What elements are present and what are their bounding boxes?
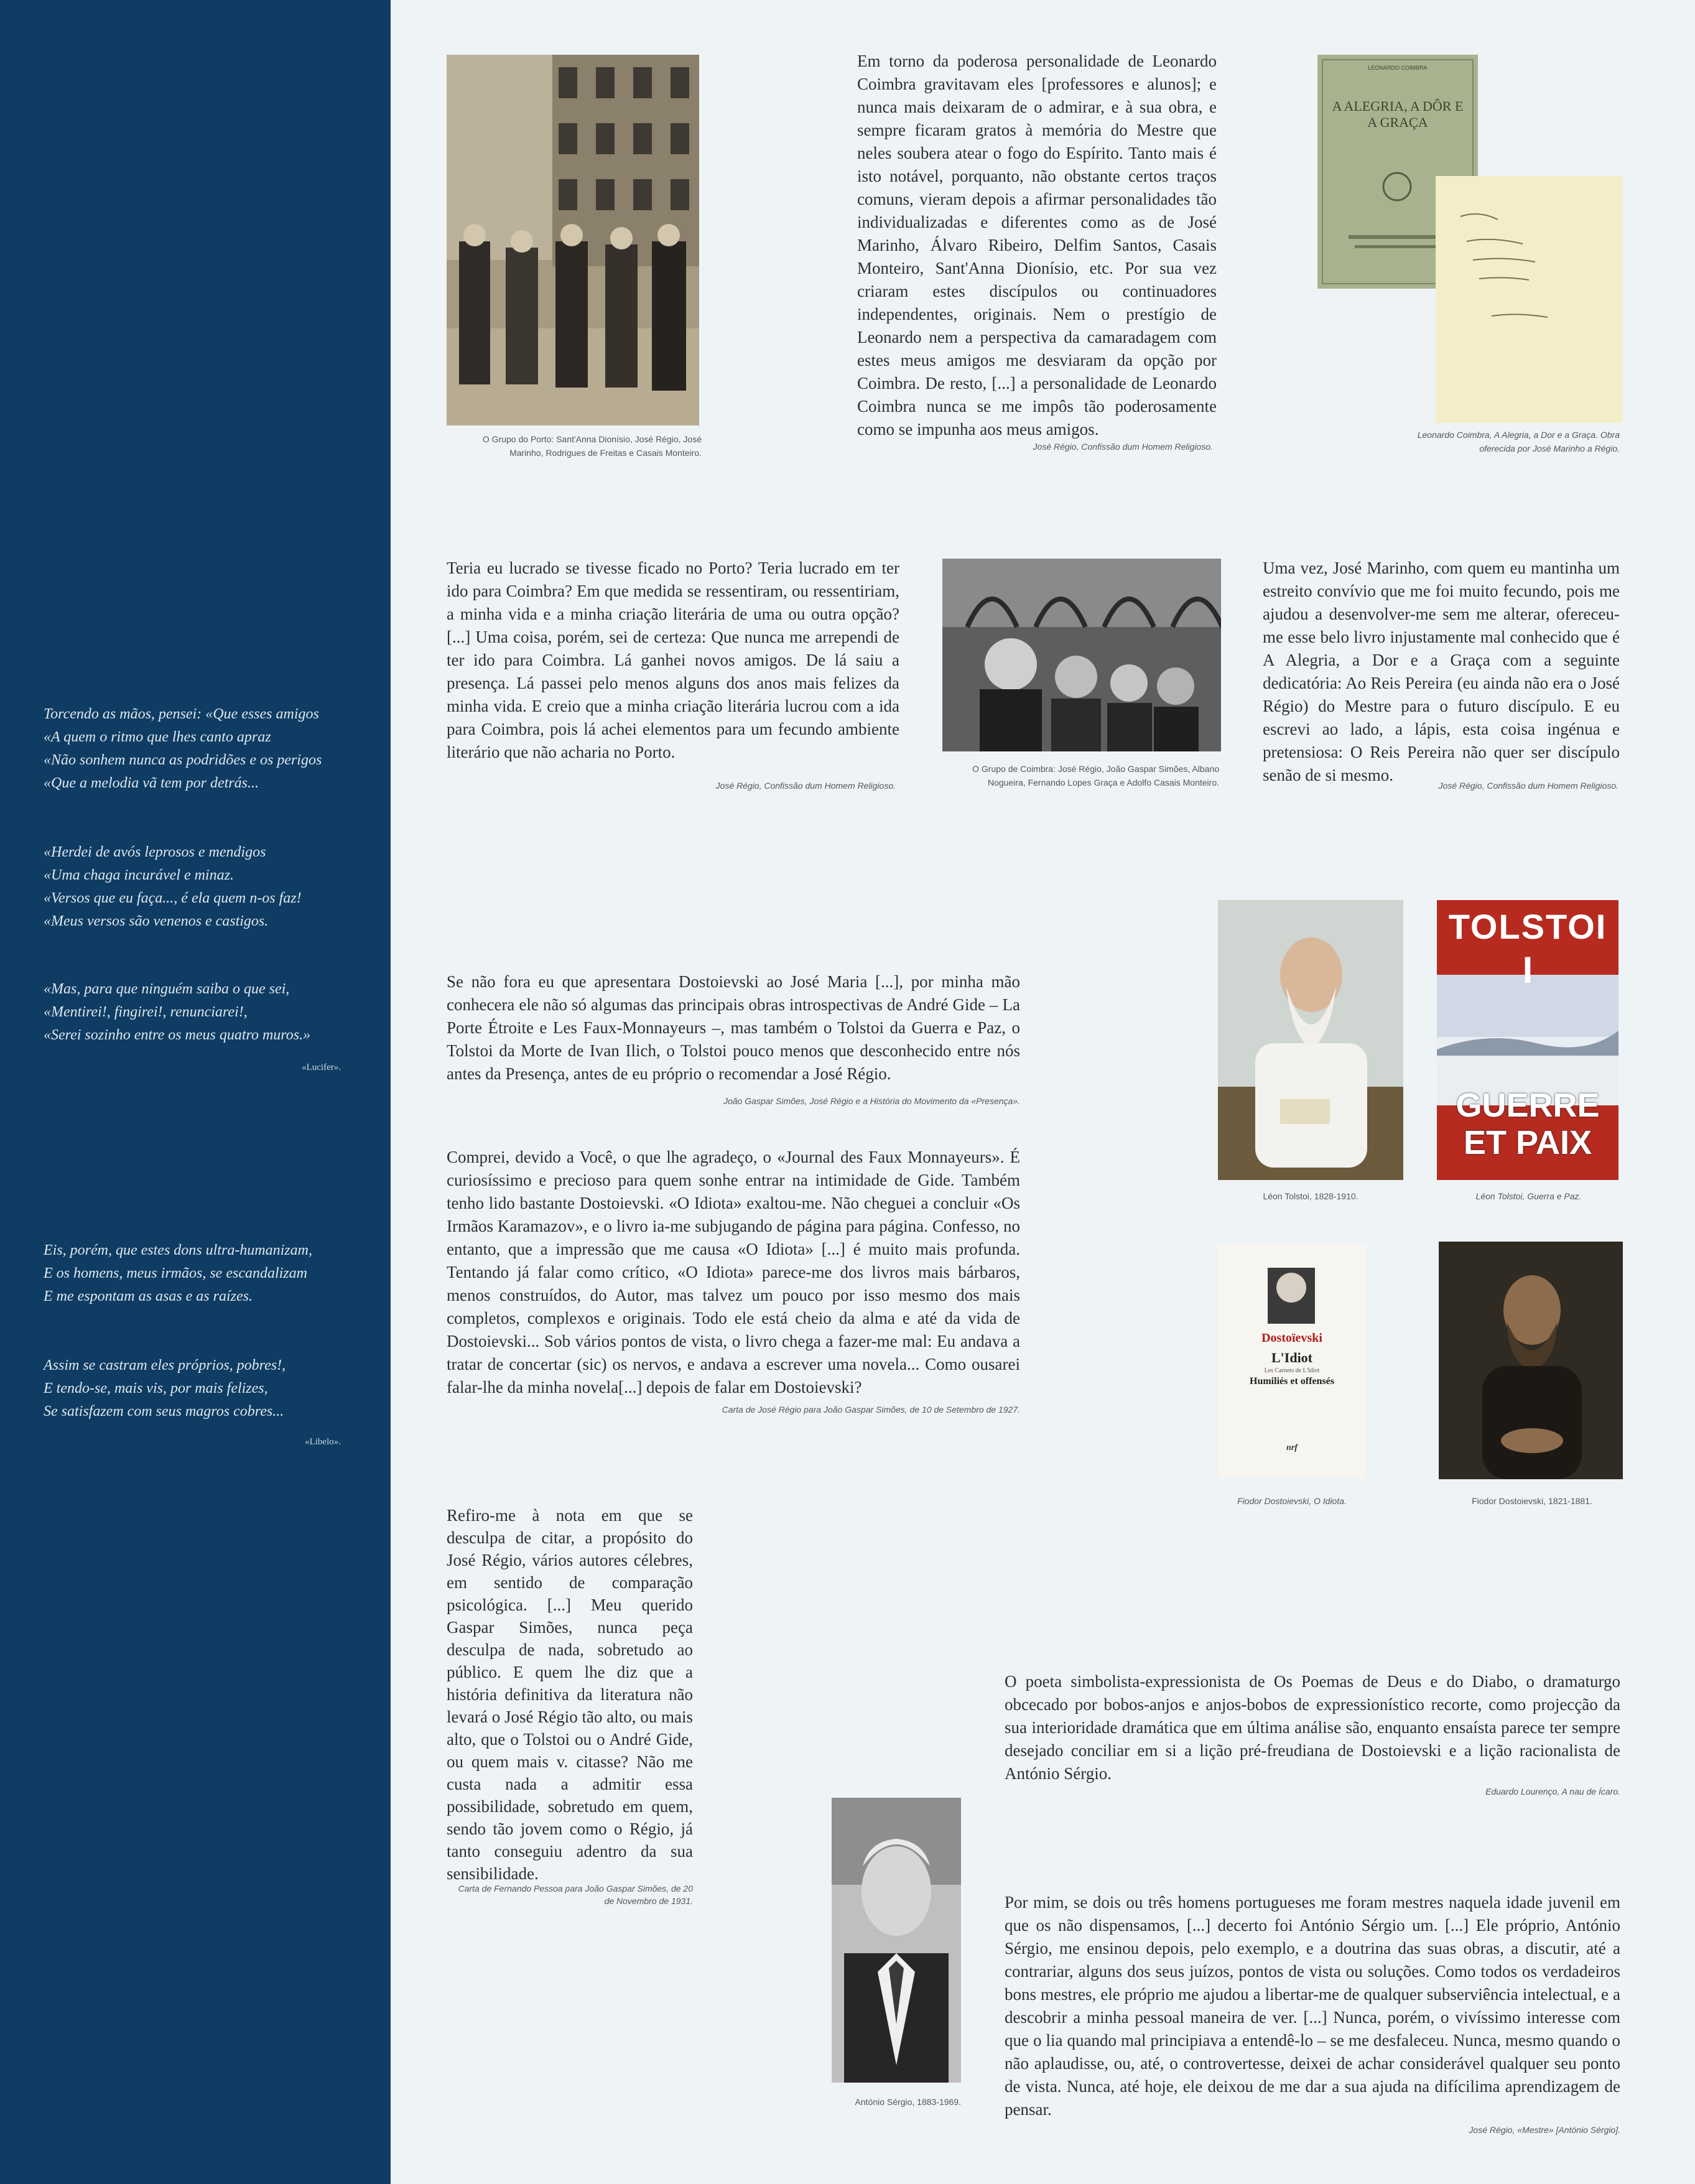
- porto-group-photo: [447, 55, 699, 425]
- idiot-caption: Fiodor Dostoievski, O Idiota.: [1237, 1496, 1347, 1506]
- porto-or-coimbra-quote: Teria eu lucrado se tivesse ficado no Porto? Teria lucrado em ter ido para Coimbra? Em que medida se ressentiram, ou ressentiriam, a minha vida e a minha criação literária de uma ou outra opção? [...] Uma coisa, porém, sei de certeza: Que nunca me arrependi de ter ido para Coimbra. Lá ganhei novos amigos. De lá saiu a presença. Lá passei pelo menos alguns dos anos mais felizes da minha vida. E creio que a minha criação literária lucrou com a ida para Coimbra, pois lá achei elementos para um fecundo ambiente literário que não acharia no Porto.: [447, 559, 899, 761]
- sergio-caption: António Sérgio, 1883-1969.: [855, 2097, 961, 2107]
- marinho-dedication-cite: José Régio, Confissão dum Homem Religioso.: [1438, 781, 1618, 791]
- idiot-cover-author: Dostoïevski: [1261, 1331, 1322, 1345]
- alegria-caption: Leonardo Coimbra, A Alegria, a Dor e a Graça. Obra oferecida por José Marinho a Régio.: [1417, 430, 1620, 453]
- tolstoi-caption: Léon Tolstoi, 1828-1910.: [1263, 1191, 1358, 1201]
- poem-libelo-2: Assim se castram eles próprios, pobres!, E tendo-se, mais vis, por mais felizes, Se satisfazem com seus magros cobres...: [44, 1357, 286, 1420]
- guerre-cover-title: GUERRE ET PAIX: [1456, 1087, 1600, 1161]
- lourenco-cite: Eduardo Lourenço, A nau de Ícaro.: [1485, 1787, 1620, 1796]
- guerre-cover-volume: I: [1522, 949, 1533, 991]
- porto-or-coimbra-cite: José Régio, Confissão dum Homem Religioso.: [715, 781, 896, 791]
- coimbra-group-photo: [942, 559, 1221, 751]
- guerre-caption: Léon Tolstoi, Guerra e Paz.: [1475, 1191, 1582, 1201]
- left-sidebar: [0, 0, 391, 2184]
- poem-lucifer-2: «Herdei de avós leprosos e mendigos «Uma chaga incurável e minaz. «Versos que eu faça..., é ela quem n-os faz! «Meus versos são venenos e castigos.: [44, 844, 302, 929]
- idiot-cover-subtitle: Les Carnets de L'Idiot: [1264, 1367, 1320, 1374]
- lourenco-quote: O poeta simbolista-expressionista de Os Poemas de Deus e do Diabo, o dramaturgo obcecado por bobos-anjos e anjos-bobos de expressionístico recorte, como projecção da sua interioridade dramática que em última análise são, enquanto ensaísta parece ter sempre desejado conciliar em si a lição pré-freudiana de Dostoievski e a lição racionalista de António Sérgio.: [1005, 1672, 1620, 1783]
- idiot-cover-publisher: nrf: [1286, 1443, 1298, 1452]
- poem-libelo-1: Eis, porém, que estes dons ultra-humanizam, E os homens, meus irmãos, se escandalizam E me espontam as asas e as raízes.: [44, 1242, 312, 1304]
- gaspar-simoes-cite: João Gaspar Simões, José Régio e a História do Movimento da «Presença».: [723, 1096, 1020, 1106]
- porto-group-caption: O Grupo do Porto: Sant'Anna Dionísio, José Régio, José Marinho, Rodrigues de Freitas e Casais Monteiro.: [482, 434, 702, 458]
- poem-lucifer-1: Torcendo as mãos, pensei: «Que esses amigos «A quem o ritmo que lhes canto apraz «Não sonhem nunca as podridões e os perigos «Que a melodia vã tem por detrás...: [44, 706, 322, 791]
- pessoa-letter-cite: Carta de Fernando Pessoa para João Gaspar Simões, de 20 de Novembro de 1931.: [458, 1884, 693, 1906]
- idiot-cover-title-2: Humiliés et offensés: [1250, 1376, 1334, 1387]
- guerre-cover-author: TOLSTOI: [1448, 907, 1607, 946]
- coimbra-group-caption: O Grupo de Coimbra: José Régio, João Gaspar Simões, Albano Nogueira, Fernando Lopes Graça e Adolfo Casais Monteiro.: [972, 764, 1219, 788]
- pessoa-letter-quote: Refiro-me à nota em que se desculpa de citar, a propósito do José Régio, vários autores célebres, em sentido de comparação psicológica. [...] Meu querido Gaspar Simões, nunca peça desculpa de nada, sobretudo ao público. E quem lhe diz que a história definitiva da literatura não levará o José Régio tão alto, ou mais alto, que o Tolstoi ou o André Gide, ou quem mais v. citasse? Não me custa nada a admitir essa possibilidade, sobretudo em quem, sendo tão jovem como o Régio, já tanto conseguiu adentro da sua sensibilidade.: [447, 1506, 693, 1883]
- poem-lucifer-cite: «Lucifer».: [302, 1062, 341, 1072]
- alegria-cover-author: LEONARDO COIMBRA: [1368, 65, 1428, 71]
- alegria-cover-title: A ALEGRIA, A DÔR E A GRAÇA: [1332, 98, 1464, 130]
- regio-letter-cite: Carta de José Régio para João Gaspar Simões, de 10 de Setembro de 1927.: [722, 1405, 1020, 1415]
- sergio-mestre-cite: José Régio, «Mestre» [António Sérgio].: [1469, 2125, 1620, 2135]
- marinho-dedication-quote: Uma vez, José Marinho, com quem eu mantinha um estreito convívio que me foi muito fecundo, pois me ajudou a desenvolver-me sem me alterar, ofereceu-me esse belo livro injustamente mal conhecido que é A Alegria, a Dor e a Graça com a seguinte dedicatória: Ao Reis Pereira (eu ainda não era o José Régio) do Mestre para o futuro discípulo. E eu escrevi ao lado, a lápis, esta coisa ingénua e pretensiosa: O Reis Pereira não quer ser discípulo senão de si mesmo.: [1263, 559, 1620, 784]
- sergio-portrait: [832, 1798, 961, 2083]
- idiot-cover: [1218, 1244, 1366, 1478]
- coimbra-quote: Em torno da poderosa personalidade de Leonardo Coimbra gravitavam eles [professores e alunos]; e nunca mais deixaram de o admirar, e à sua obra, e sempre ficaram gratos à memória do Mestre que neles soubera atear o fogo do Espírito. Tanto mais é isto notável, porquanto, não obstante certos traços comuns, vieram depois a afirmar personalidades tão individualizadas e diferentes como as de José Marinho, Álvaro Ribeiro, Delfim Santos, Casais Monteiro, Sant'Anna Dionísio, etc. Por sua vez criaram estes discípulos ou continuadores independentes, originais. Nem o prestígio de Leonardo nem a perspectiva da camaradagem com estes meus amigos me desviaram da opção por Coimbra. De resto, [...] a personalidade de Leonardo Coimbra nunca se me impôs tão poderosamente como se impunha aos meus amigos.: [857, 52, 1217, 439]
- sergio-mestre-quote: Por mim, se dois ou três homens portugueses me foram mestres naquela idade juvenil em que os não dispensamos, [...] decerto foi António Sérgio um. [...] Ele próprio, António Sérgio, me ensinou depois, pelo exemplo, e a doutrina das suas obras, a discutir, até a contrariar, alguns dos seus juízos, pontos de vista ou soluções. Como todos os verdadeiros bons mestres, ele próprio me ajudou a libertar-me de qualquer subserviência intelectual, e a descobrir a minha pessoal maneira de ver. [...] Nunca, porém, o vivíssimo interesse com que o lia quando mal principiava a entendê-lo – se me desfaleceu. Nunca, mesmo quando o não aplaudisse, ou, até, o controvertesse, deixei de achar considerável qualquer seu ponto de vista. Nunca, até hoje, ele deixou de me dar a sua ajuda na difícilima aprendizagem de pensar.: [1005, 1893, 1620, 2119]
- coimbra-quote-cite: José Régio, Confissão dum Homem Religioso.: [1033, 442, 1213, 452]
- idiot-cover-title: L'Idiot: [1271, 1350, 1313, 1365]
- poem-libelo-cite: «Libelo».: [305, 1437, 341, 1447]
- gaspar-simoes-quote: Se não fora eu que apresentara Dostoievski ao José Maria [...], por minha mão conhecera ele não só algumas das principais obras introspectivas de André Gide – La Porte Étroite e Les Faux-Monnayeurs –, mas também o Tolstoi da Guerra e Paz, o Tolstoi da Morte de Ivan Ilich, o Tolstoi pouco menos que desconhecido entre nós antes da Presença, antes de eu próprio o recomendar a José Régio.: [447, 972, 1020, 1083]
- tolstoi-portrait: [1218, 900, 1403, 1180]
- dostoievski-portrait: [1439, 1242, 1623, 1479]
- poem-lucifer-3: «Mas, para que ninguém saiba o que sei, «Mentirei!, fingirei!, renunciarei!, «Serei sozinho entre os meus quatro muros.»: [44, 981, 311, 1043]
- dostoievski-caption: Fiodor Dostoievski, 1821-1881.: [1472, 1496, 1592, 1506]
- regio-letter-quote: Comprei, devido a Você, o que lhe agradeço, o «Journal des Faux Monnayeurs». É curiosíssimo e precioso para quem sonhe entrar na intimidade de Gide. Também tenho lido bastante Dostoievski. «O Idiota» exaltou-me. Não cheguei a concluir «Os Irmãos Karamazov», e o livro ia-me subjugando de página para página. Confesso, no entanto, que a impressão que me causa «O Idiota» [...] é muito mais profunda. Tentando já falar como crítico, «O Idiota» parece-me dos livros mais bárbaros, menos construídos, do Autor, mas talvez um pouco por isso mesmo dos mais completos, complexos e originais. Todo ele está cheio da alma e até da vida de Dostoievski... Sob vários pontos de vista, o livro chega a fazer-me mal: Eu andava a tratar de concertar (sic) os nervos, e andava a escrever uma novela... Como ousarei falar-lhe da minha novela[...] depois de falar em Dostoievski?: [447, 1148, 1020, 1396]
- alegria-book-photo: [1317, 55, 1622, 423]
- guerre-et-paix-cover: [1437, 900, 1618, 1180]
